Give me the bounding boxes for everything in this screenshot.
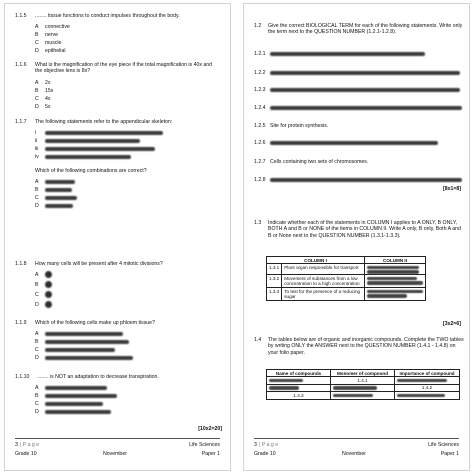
q116-opt-b-letter: B [35,88,39,94]
header-importance: Importance of compound [395,370,460,377]
q117-opt-a-letter: A [35,179,39,185]
q118-opt-b-letter: B [35,282,39,288]
q115-opt-c: muscle [45,40,62,46]
redacted-text [270,178,462,182]
q118-opt-d-letter: D [35,302,39,308]
q119-number: 1.1.9 [15,320,27,326]
q13-instruction: Indicate whether each of the statements in COLUMN I applies to A ONLY, B ONLY, BOTH A and B or NONE of the items in COLUMN II. Write A only, B only, Both A and B or None next to the QUESTION NUMBER (1.3.1-1.3.3). [268,220,461,239]
q121-number: 1.2.1 [254,51,266,57]
footer-page-number: 3 [15,442,18,448]
q115-opt-b: nerve [45,32,58,38]
redacted-answer [45,301,52,308]
cell-monomer [331,384,395,391]
row-statement: Plant organ responsible for transport [282,264,365,275]
q117-roman-i: i [35,130,37,136]
q1110-stem: ........ is NOT an adaptation to decrease transpiration. [37,374,159,380]
redacted-answer [45,271,52,278]
q128-number: 1.2.8 [254,177,266,183]
q127-number: 1.2.7 [254,159,266,165]
q116-stem: What is the magnification of the eye piece if the total magnification is 40x and the objective lens is 8x? [35,62,213,75]
redacted-text [270,141,438,145]
footer-grade: Grade 10 [254,451,276,457]
column-ii-header: COLUMN II [365,257,426,264]
q11-marks: [10x2=20] [198,426,222,432]
footer-subject: Life Sciences [189,442,220,448]
row-column-ii [365,264,426,275]
table-row [267,384,460,391]
q13-marks: [3x2=6] [442,321,461,327]
table-row [267,392,460,399]
cell-name [267,384,331,391]
q118-number: 1.1.8 [15,261,27,267]
q116-opt-a: 2x [45,80,51,86]
q14-number: 1.4 [254,337,262,343]
row-column-ii [365,288,426,301]
q116-opt-c: 4x [45,96,51,102]
row-statement: To test for the presence of a reducing sugar [282,288,365,301]
q116-opt-c-letter: C [35,96,39,102]
footer-rule [254,438,459,439]
cell-importance [395,377,460,384]
q117-opt-b-letter: B [35,187,39,193]
footer-grade: Grade 10 [15,451,37,457]
table-row [267,288,426,301]
row-number: 1.3.3 [267,288,282,301]
q115-number: 1.1.5 [15,13,27,19]
q124-number: 1.2.4 [254,105,266,111]
redacted-text [45,356,133,360]
table-row [267,264,426,275]
q1110-opt-c-letter: C [35,401,39,407]
redacted-text [45,348,115,352]
q117-opt-d-letter: D [35,203,39,209]
q115-stem: ........ tissue functions to conduct impulses throughout the body. [35,13,180,19]
q119-opt-a-letter: A [35,331,39,337]
footer-subject: Life Sciences [428,442,459,448]
column-table [266,256,426,301]
q119-opt-d-letter: D [35,355,39,361]
q12-instruction: Give the correct BIOLOGICAL TERM for each of the following statements. Write only the term next to the QUESTION NUMBER (1.2.1-1.2.8). [268,23,463,36]
footer-page-label: | P a g e [259,442,279,448]
q115-opt-b-letter: B [35,32,39,38]
redacted-text [45,394,117,398]
q116-opt-d: 5x [45,104,51,110]
redacted-text [45,180,75,184]
redacted-text [270,71,460,75]
row-statement: Movement of substances from a low concentration to a high concentration [282,275,365,288]
q1110-number: 1.1.10 [15,374,30,380]
cell-label: 1.4.1 [331,377,395,384]
table-row [267,275,426,288]
footer-rule [15,438,220,439]
cell-label: 1.4.3 [267,392,331,399]
q1110-opt-a-letter: A [35,385,39,391]
q125-text: Site for protein synthesis. [270,123,329,129]
q115-opt-d-letter: D [35,48,39,54]
q14-instruction: The tables below are of organic and inorganic compounds. Complete the TWO tables by writing ONLY the ANSWER next to the QUESTION NUMBER (1.4.1 - 1.4.8) on your folio paper. [268,337,464,356]
footer-paper: Paper 1 [440,451,459,457]
redacted-text [45,196,77,200]
redacted-text [45,332,123,336]
q115-opt-d: epithelial [45,48,66,54]
redacted-text [45,139,140,143]
q119-stem: Which of the following cells make up phloem tissue? [35,320,155,326]
q117-roman-ii: ii [35,138,38,144]
footer-page-number: 3 [254,442,257,448]
q118-opt-c-letter: C [35,292,39,298]
q115-opt-c-letter: C [35,40,39,46]
header-name: Name of compounds [267,370,331,377]
q127-text: Cells containing two sets of chromosomes. [270,159,369,165]
redacted-text [45,340,129,344]
q1110-opt-d-letter: D [35,409,39,415]
right-page [243,3,470,471]
q118-stem: How many cells will be present after 4 mitotic divisions? [35,261,163,267]
footer-paper: Paper 1 [201,451,220,457]
left-page [4,3,231,471]
redacted-text [45,155,131,159]
cell-importance [395,392,460,399]
q12-marks: [8x1=8] [442,186,461,192]
cell-monomer [331,392,395,399]
q118-opt-a-letter: A [35,272,39,278]
q12-number: 1.2 [254,23,262,29]
q117-roman-iii: iii [35,146,39,152]
redacted-text [45,147,155,151]
q117-opt-c-letter: C [35,195,39,201]
redacted-text [45,188,72,192]
q116-opt-d-letter: D [35,104,39,110]
redacted-text [270,52,425,56]
footer-month: November [103,451,127,457]
q117-sub: Which of the following combinations are correct? [35,168,147,174]
compounds-table [266,369,460,400]
q13-number: 1.3 [254,220,262,226]
q123-number: 1.2.3 [254,87,266,93]
footer-month: November [342,451,366,457]
redacted-text [45,386,107,390]
q116-opt-b: 15x [45,88,54,94]
q117-number: 1.1.7 [15,119,27,125]
row-number: 1.3.1 [267,264,282,275]
q1110-opt-b-letter: B [35,393,39,399]
q119-opt-c-letter: C [35,347,39,353]
cell-label: 1.4.2 [395,384,460,391]
redacted-text [45,204,73,208]
row-column-ii [365,275,426,288]
header-monomer: Monomer of compound [331,370,395,377]
redacted-text [270,106,462,110]
redacted-answer [45,281,52,288]
redacted-text [45,410,111,414]
table-row [267,377,460,384]
footer-page-label: | P a g e [20,442,40,448]
q117-roman-iv: iv [35,154,39,160]
q117-stem: The following statements refer to the appendicular skeleton: [35,119,173,125]
redacted-text [45,402,103,406]
q126-number: 1.2.6 [254,140,266,146]
q115-opt-a: connective [45,24,70,30]
q119-opt-b-letter: B [35,339,39,345]
row-number: 1.3.2 [267,275,282,288]
q116-opt-a-letter: A [35,80,39,86]
cell-name [267,377,331,384]
q122-number: 1.2.2 [254,70,266,76]
q116-number: 1.1.6 [15,62,27,68]
q115-opt-a-letter: A [35,24,39,30]
column-i-header: COLUMN I [267,257,365,264]
redacted-text [45,131,163,135]
redacted-answer [45,291,52,298]
q125-number: 1.2.5 [254,123,266,129]
redacted-text [270,88,460,92]
